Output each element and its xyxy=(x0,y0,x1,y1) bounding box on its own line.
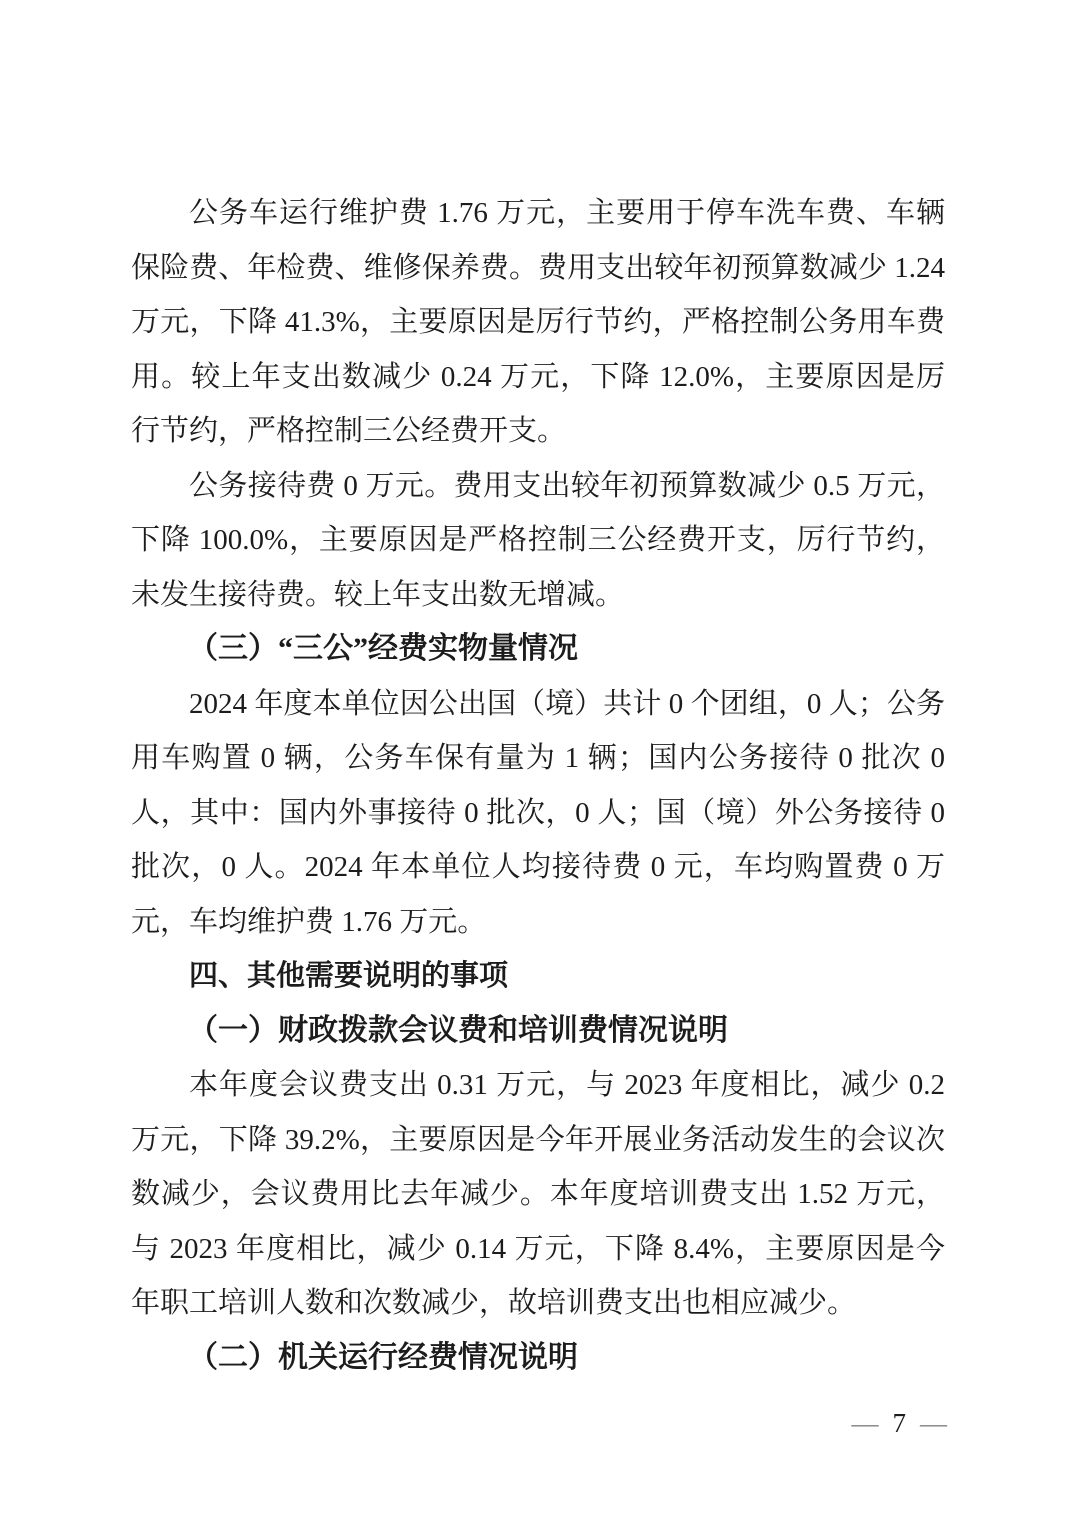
heading-meeting-and-training-fees: （一）财政拨款会议费和培训费情况说明 xyxy=(188,1013,728,1047)
paragraph-vehicle-maintenance-fee: 公务车运行维护费 1.76 万元，主要用于停车洗车费、车辆保险费、年检费、维修保养费。费用支出较年初预算数减少 1.24 万元，下降 41.3%，主要原因是厉行节约，严格控制公务用车费用。较上年支出数减少 0.24 万元，下降 12.0%，主要原因是厉行节约，严格控制三公经费开支。 xyxy=(131,197,945,447)
page-number: 7 xyxy=(892,1408,906,1438)
paragraph-meeting-training-details: 本年度会议费支出 0.31 万元，与 2023 年度相比，减少 0.2 万元，下降 39.2%，主要原因是今年开展业务活动发生的会议次数减少，会议费用比去年减少。本年度培训费支出 1.52 万元，与 2023 年度相比，减少 0.14 万元，下降 8.4%，主要原因是今年职工培训人数和次数减少，故培训费支出也相应减少。 xyxy=(131,1069,945,1319)
paragraph-official-reception-fee: 公务接待费 0 万元。费用支出较年初预算数减少 0.5 万元，下降 100.0%，主要原因是严格控制三公经费开支，厉行节约，未发生接待费。较上年支出数无增减。 xyxy=(131,469,945,611)
paragraph-physical-quantity-details: 2024 年度本单位因公出国（境）共计 0 个团组，0 人；公务用车购置 0 辆，公务车保有量为 1 辆；国内公务接待 0 批次 0 人，其中：国内外事接待 0 批次，0 人；国（境）外公务接待 0 批次，0 人。2024 年本单位人均接待费 0 元，车均购置费 0 万元，车均维护费 1.76 万元。 xyxy=(131,687,945,938)
heading-other-matters: 四、其他需要说明的事项 xyxy=(189,960,509,992)
heading-agency-operating-funds: （二）机关运行经费情况说明 xyxy=(188,1340,578,1374)
footer-dash-right: — xyxy=(920,1408,947,1438)
footer-dash-left: — xyxy=(851,1408,879,1438)
document-content xyxy=(131,186,945,1385)
heading-three-public-funds-physical-quantity: （三）“三公”经费实物量情况 xyxy=(188,632,578,665)
page-footer xyxy=(852,1405,948,1441)
